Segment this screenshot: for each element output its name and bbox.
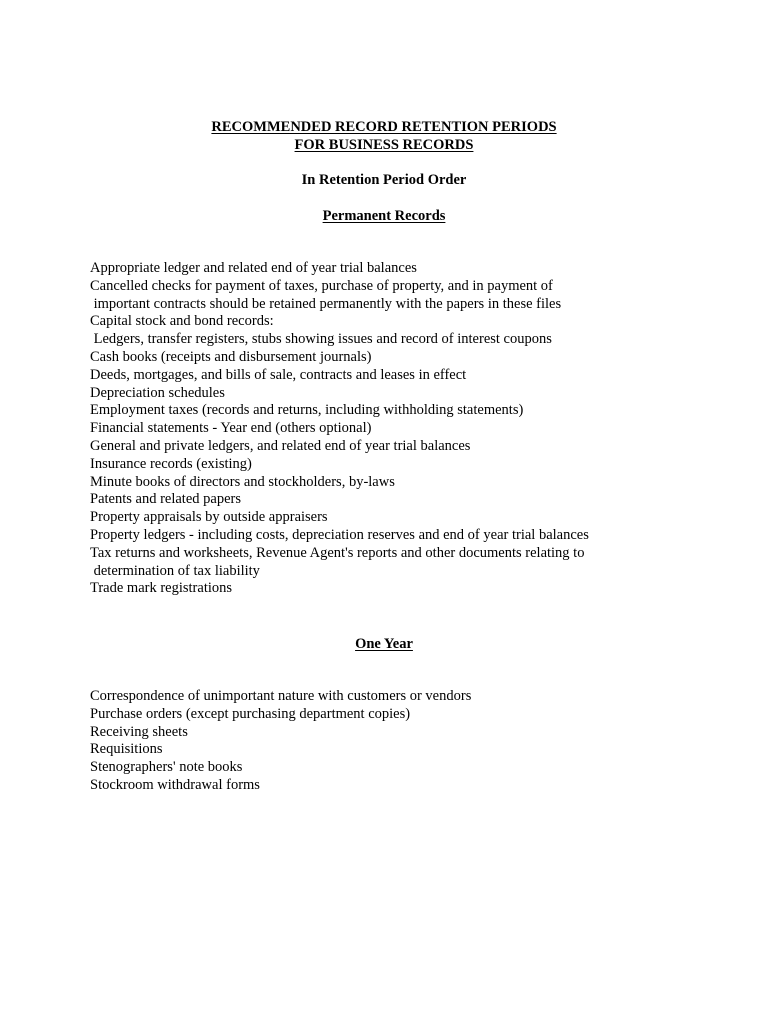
list-item: determination of tax liability (90, 562, 260, 579)
document-title-line-1: RECOMMENDED RECORD RETENTION PERIODS (211, 119, 557, 135)
list-item: Stockroom withdrawal forms (90, 776, 260, 793)
list-item: General and private ledgers, and related end of year trial balances (90, 437, 471, 454)
list-item: Patents and related papers (90, 491, 241, 508)
list-item: Tax returns and worksheets, Revenue Agent's reports and other documents relating to (90, 544, 585, 561)
list-item: Correspondence of unimportant nature with customers or vendors (90, 688, 472, 704)
list-item: Property ledgers - including costs, depreciation reserves and end of year trial balances (90, 526, 589, 543)
document-title-line-2: FOR BUSINESS RECORDS (294, 137, 474, 153)
list-item: Insurance records (existing) (90, 455, 252, 472)
list-item: Financial statements - Year end (others optional) (90, 420, 372, 437)
list-item: Deeds, mortgages, and bills of sale, contracts and leases in effect (90, 366, 467, 383)
list-item: Requisitions (90, 741, 163, 758)
list-item: Ledgers, transfer registers, stubs showing issues and record of interest coupons (90, 331, 552, 348)
list-item: Minute books of directors and stockholders, by-laws (90, 473, 395, 490)
list-item: Receiving sheets (90, 723, 188, 740)
list-item: Employment taxes (records and returns, including withholding statements) (90, 402, 524, 419)
list-item: Trade mark registrations (90, 580, 233, 597)
list-item: Appropriate ledger and related end of year trial balances (90, 260, 417, 276)
list-item: Purchase orders (except purchasing department copies) (90, 705, 411, 722)
section-heading-permanent: Permanent Records (322, 208, 446, 224)
document-subtitle: In Retention Period Order (301, 172, 467, 188)
list-item: Capital stock and bond records: (90, 313, 274, 330)
list-item: Depreciation schedules (90, 384, 225, 401)
one-year-records-list (90, 688, 730, 795)
permanent-records-list (90, 260, 730, 598)
list-item: Cash books (receipts and disbursement journals) (90, 348, 372, 365)
section-heading-one-year: One Year (355, 636, 413, 652)
list-item: Cancelled checks for payment of taxes, purchase of property, and in payment of (90, 277, 553, 294)
list-item: important contracts should be retained permanently with the papers in these files (90, 295, 562, 312)
list-item: Stenographers' note books (90, 759, 243, 776)
list-item: Property appraisals by outside appraisers (90, 509, 328, 526)
